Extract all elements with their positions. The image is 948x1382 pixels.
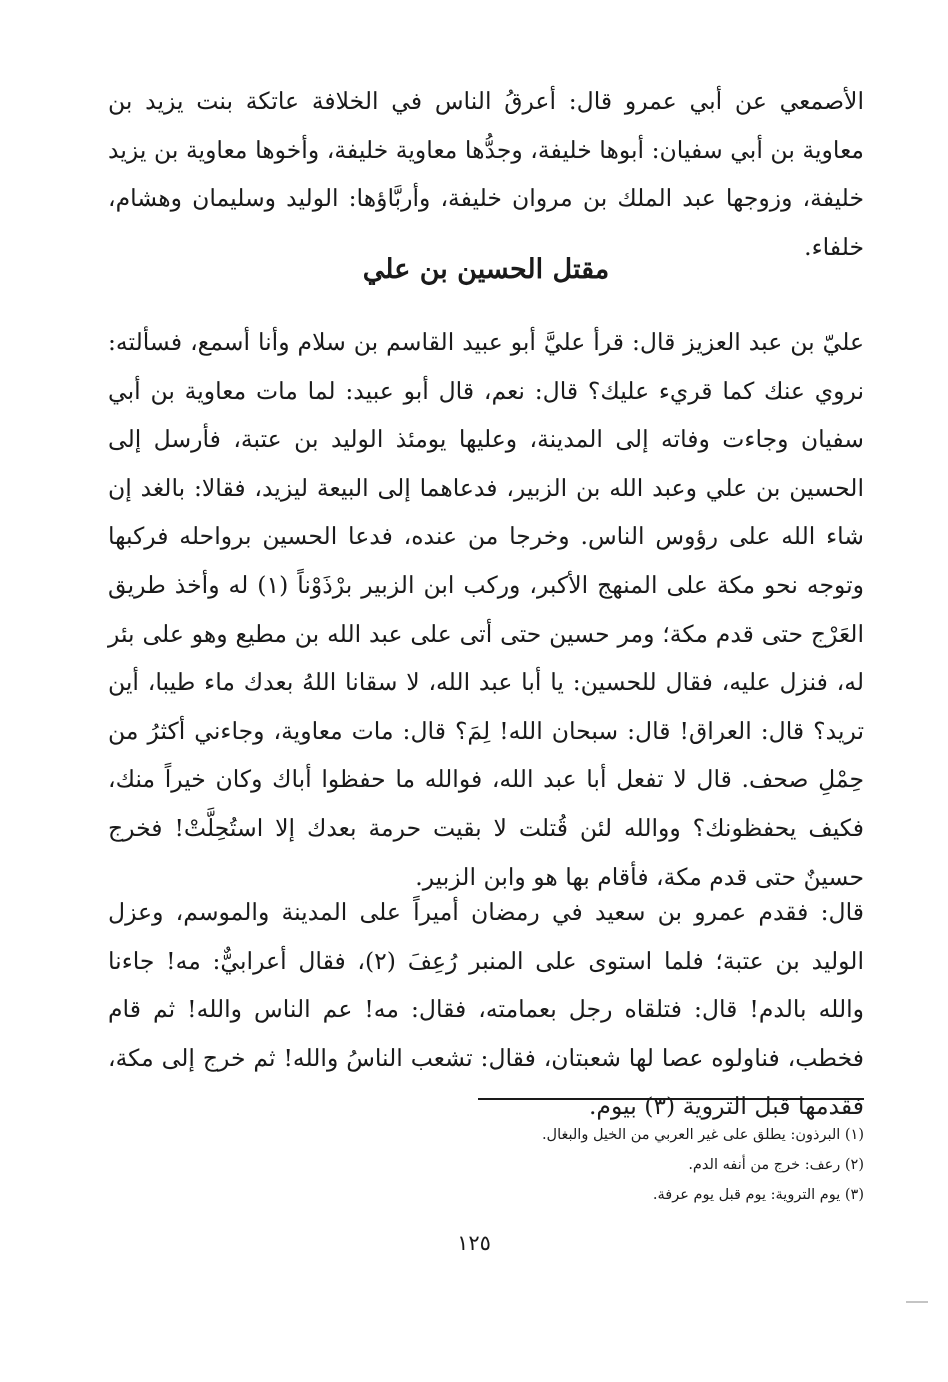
footnote-3: (٣) يوم التروية: يوم قبل يوم عرفة. [652, 1187, 864, 1203]
closing-paragraph: قال: فقدم عمرو بن سعيد في رمضان أميراً على المدينة والموسم، وعزل الوليد بن عتبة؛ فلما استوى على المنبر رُعِفَ (٢)، فقال أعرابيٌّ: مه! جاءنا والله بالدم! قال: فتلقاه رجل بعمامته، فقال: مه! عم الناس والله! ثم قام فخطب، فناولوه عصا لها شعبتان، فقال: تشعب الناسُ والله! ثم خرج إلى مكة، فقدمها قبل التروية (٣) بيوم. [108, 898, 864, 1121]
section-heading: مقتل الحسين بن علي [362, 254, 610, 285]
footnote-1: (١) البرذون: يطلق على غير العربي من الخيل والبغال. [541, 1127, 864, 1143]
intro-paragraph: الأصمعي عن أبي عمرو قال: أعرقُ الناس في الخلافة عاتكة بنت يزيد بن معاوية بن أبي سفيان: أبوها خليفة، وجدُّها معاوية خليفة، وأخوها معاوية بن يزيد خليفة، وزوجها عبد الملك بن مروان خليفة، وأربَّاؤها: الوليد وسليمان وهشام، خلفاء. [108, 87, 864, 261]
page-number: ١٢٥ [457, 1231, 491, 1255]
footnote-divider [478, 1098, 864, 1100]
footnote-2: (٢) رعف: خرج من أنفه الدم. [688, 1157, 864, 1173]
body-paragraph: عليّ بن عبد العزيز قال: قرأ عليَّ أبو عبيد القاسم بن سلام وأنا أسمع، فسألته: نروي عنك كما قريء عليك؟ قال: نعم، قال أبو عبيد: لما مات معاوية بن أبي سفيان وجاءت وفاته إلى المدينة، وعليها يومئذ الوليد بن عتبة، فأرسل إلى الحسين بن علي وعبد الله بن الزبير، فدعاهما إلى البيعة ليزيد، فقالا: بالغد إن شاء الله على رؤوس الناس. وخرجا من عنده، فدعا الحسين برواحله فركبها وتوجه نحو مكة على المنهج الأكبر، وركب ابن الزبير برْذَوْناً (١) له وأخذ طريق العَرْج حتى قدم مكة؛ ومر حسين حتى أتى على عبد الله بن مطيع وهو على بئر له، فنزل عليه، فقال للحسين: يا أبا عبد الله، لا سقانا اللهُ بعدك ماء طيبا، أين تريد؟ قال: العراق! قال: سبحان الله! لِمَ؟ قال: مات معاوية، وجاءني أكثرُ من حِمْلِ صحف. قال لا تفعل أبا عبد الله، فوالله ما حفظوا أباك وكان خيراً منك، فكيف يحفظونك؟ ووالله لئن قُتلت لا بقيت حرمة بعدك إلا استُحِلَّتْ! فخرج حسينٌ حتى قدم مكة، فأقام بها هو وابن الزبير. [108, 328, 865, 891]
